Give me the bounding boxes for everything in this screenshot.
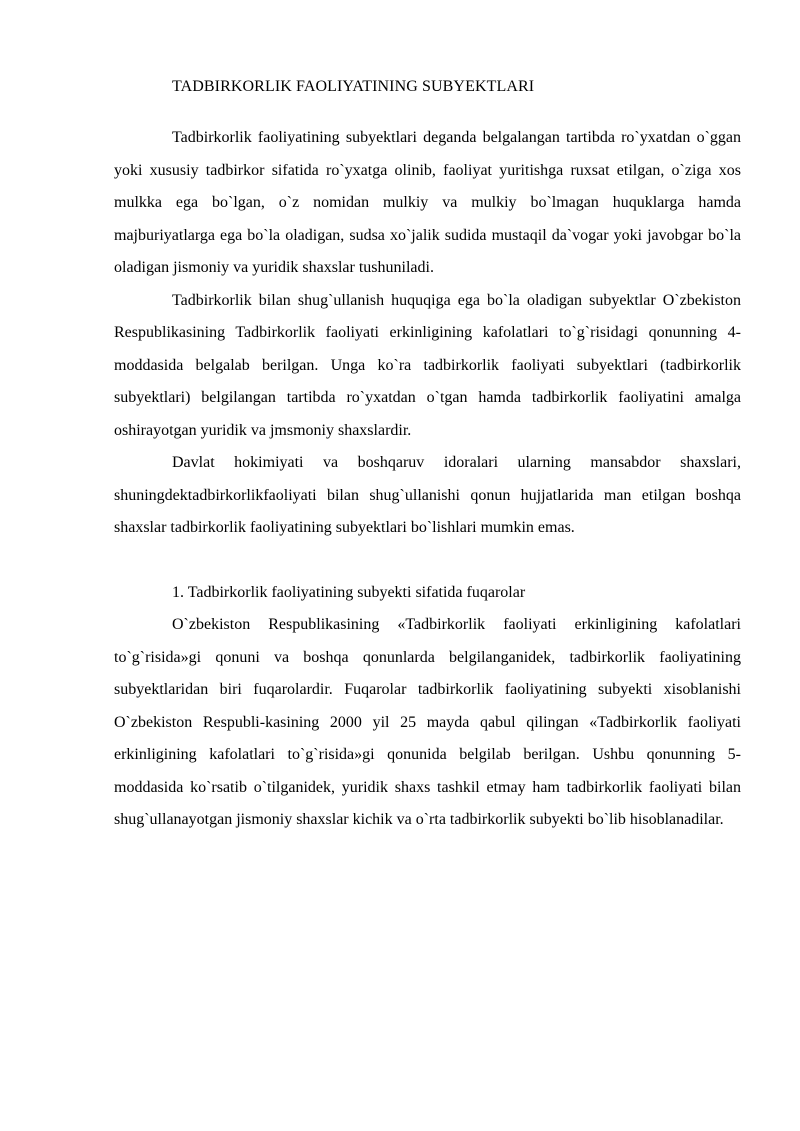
section-spacer bbox=[114, 545, 741, 577]
paragraph-legal-basis: Tadbirkorlik bilan shug`ullanish huquqiga ega bo`la oladigan subyektlar O`zbekiston Respublikasining Tadbirkorlik faoliyati erkinligining kafolatlari to`g`risidagi qonunning 4-moddasida belgalab berilgan. Unga ko`ra tadbirkorlik faoliyati subyektlari (tadbirkorlik subyektlari) belgilangan tartibda ro`yxatdan o`tgan hamda tadbirkorlik faoliyatini amalga oshirayotgan yuridik va jmsmoniy shaxslardir. bbox=[114, 291, 741, 439]
paragraph-restrictions: Davlat hokimiyati va boshqaruv idoralari ularning mansabdor shaxslari, shuningdektadbirkorlikfaoliyati bilan shug`ullanishi qonun hujjatlarida man etilgan boshqa shaxslar tadbirkorlik faoliyatining subyektlari bo`lishlari mumkin emas. bbox=[114, 454, 741, 536]
document-body bbox=[114, 74, 741, 837]
section-heading: 1. Tadbirkorlik faoliyatining subyekti sifatida fuqarolar bbox=[172, 583, 526, 601]
document-title: TADBIRKORLIK FAOLIYATINING SUBYEKTLARI bbox=[172, 78, 535, 95]
section-paragraph: O`zbekiston Respublikasining «Tadbirkorlik faoliyati erkinligining kafolatlari to`g`risida»gi qonuni va boshqa qonunlarda belgilanganidek, tadbirkorlik faoliyatining subyektlaridan biri fuqarolardir. Fuqarolar tadbirkorlik faoliyatining subyekti xisoblanishi O`zbekiston Respubli-kasining 2000 yil 25 mayda qabul qilingan «Tadbirkorlik faoliyati erkinligining kafolatlari to`g`risida»gi qonunida belgilab berilgan. Ushbu qonunning 5-moddasida ko`rsatib o`tilganidek, yuridik shaxs tashkil etmay ham tadbirkorlik faoliyati bilan shug`ullanayotgan jismoniy shaxslar kichik va o`rta tadbirkorlik subyekti bo`lib hisoblanadilar. bbox=[114, 616, 741, 828]
paragraph-definition: Tadbirkorlik faoliyatining subyektlari deganda belgalangan tartibda ro`yxatdan o`ggan yoki xususiy tadbirkor sifatida ro`yxatga olinib, faoliyat yuritishga ruxsat etilgan, o`ziga xos mulkka ega bo`lgan, o`z nomidan mulkiy va mulkiy bo`lmagan huquklarga hamda majburiyatlarga ega bo`la oladigan, sudsa xo`jalik sudida mustaqil da`vogar yoki javobgar bo`la oladigan jismoniy va yuridik shaxslar tushuniladi. bbox=[114, 129, 741, 276]
